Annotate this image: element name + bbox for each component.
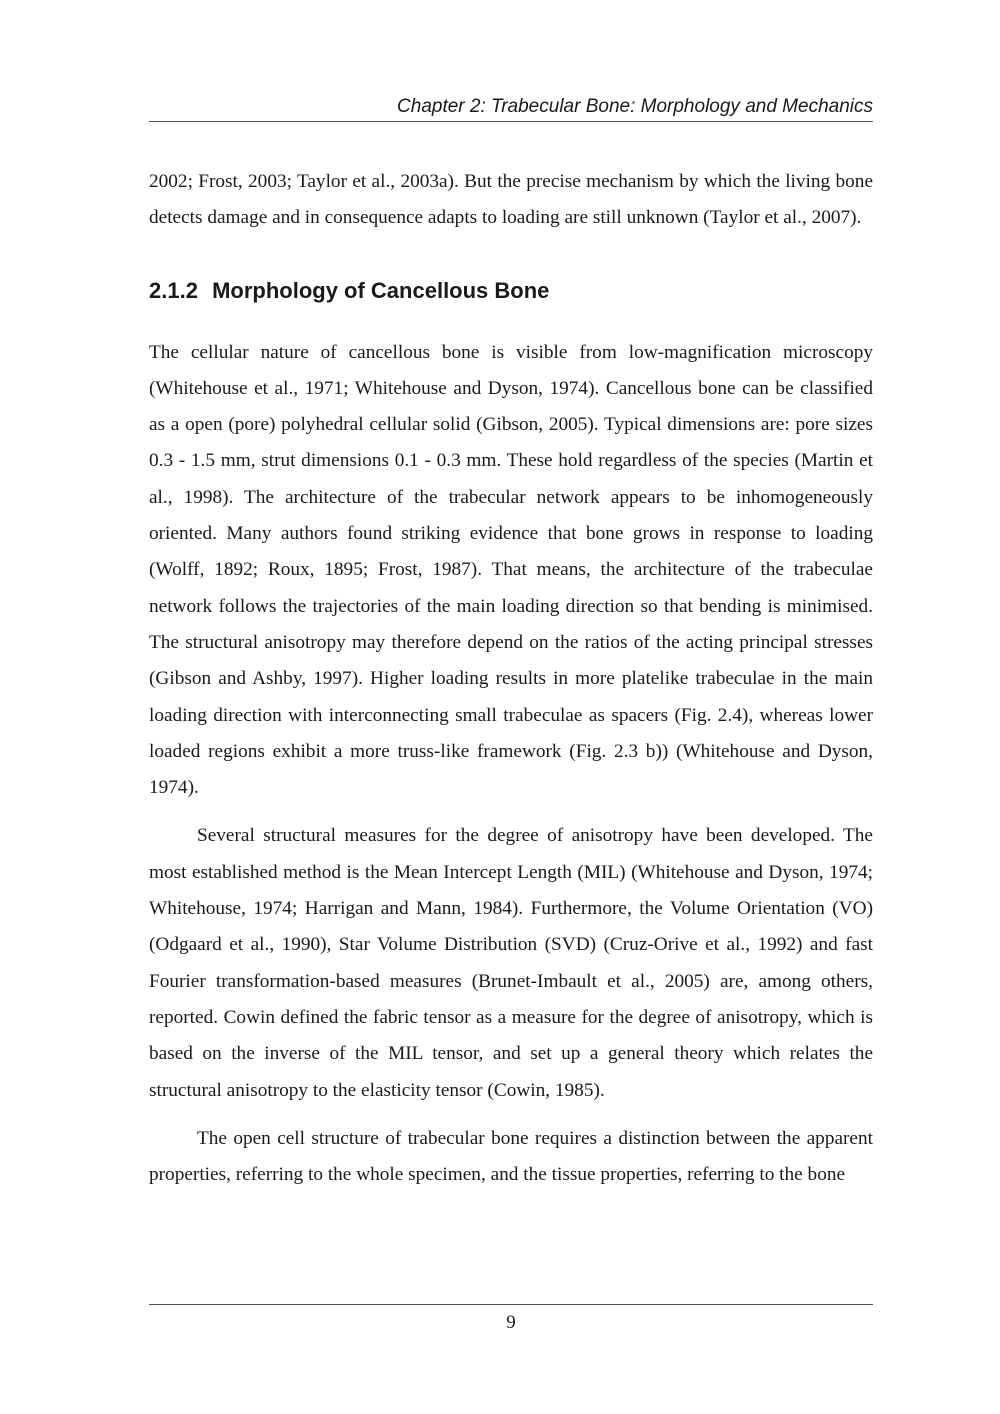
footer-rule	[149, 1304, 873, 1305]
section-heading	[149, 277, 873, 305]
header-rule	[149, 121, 873, 122]
intro-paragraph: 2002; Frost, 2003; Taylor et al., 2003a). But the precise mechanism by which the living bone detects damage and in consequence adapts to loading are still unknown (Taylor et al., 2007).	[149, 171, 873, 229]
page-number: 9	[506, 1312, 516, 1333]
paragraph-open-cell-structure: The open cell structure of trabecular bone requires a distinction between the apparent properties, referring to the whole specimen, and the tissue properties, referring to the bone	[149, 1127, 873, 1186]
section-number: 2.1.2	[149, 277, 198, 303]
paragraph-anisotropy-measures: Several structural measures for the degree of anisotropy have been developed. The most established method is the Mean Intercept Length (MIL) (Whitehouse and Dyson, 1974; Whitehouse, 1974; Harrigan and Mann, 1984). Furthermore, the Volume Orientation (VO) (Odgaard et al., 1990), Star Volume Distribution (SVD) (Cruz-Orive et al., 1992) and fast Fourier transformation-based measures (Brunet-Imbault et al., 2005) are, among others, reported. Cowin defined the fabric tensor as a measure for the degree of anisotropy, which is based on the inverse of the MIL tensor, and set up a general theory which relates the structural anisotropy to the elasticity tensor (Cowin, 1985).	[149, 825, 873, 1101]
paragraph-morphology: The cellular nature of cancellous bone is visible from low-magnification microscopy (Whitehouse et al., 1971; Whitehouse and Dyson, 1974). Cancellous bone can be classified as a open (pore) polyhedral cellular solid (Gibson, 2005). Typical dimensions are: pore sizes 0.3 - 1.5 mm, strut dimensions 0.1 - 0.3 mm. These hold regardless of the species (Martin et al., 1998). The architecture of the trabecular network appears to be inhomogeneously oriented. Many authors found striking evidence that bone grows in response to loading (Wolff, 1892; Roux, 1895; Frost, 1987). That means, the architecture of the trabeculae network follows the trajectories of the main loading direction so that bending is minimised. The structural anisotropy may therefore depend on the ratios of the acting principal stresses (Gibson and Ashby, 1997). Higher loading results in more platelike trabeculae in the main loading direction with interconnecting small trabeculae as spacers (Fig. 2.4), whereas lower loaded regions exhibit a more truss-like framework (Fig. 2.3 b)) (Whitehouse and Dyson, 1974).	[149, 341, 873, 799]
section-title: Morphology of Cancellous Bone	[212, 277, 550, 303]
running-header: Chapter 2: Trabecular Bone: Morphology and Mechanics	[397, 96, 873, 117]
body-text	[149, 164, 873, 1193]
